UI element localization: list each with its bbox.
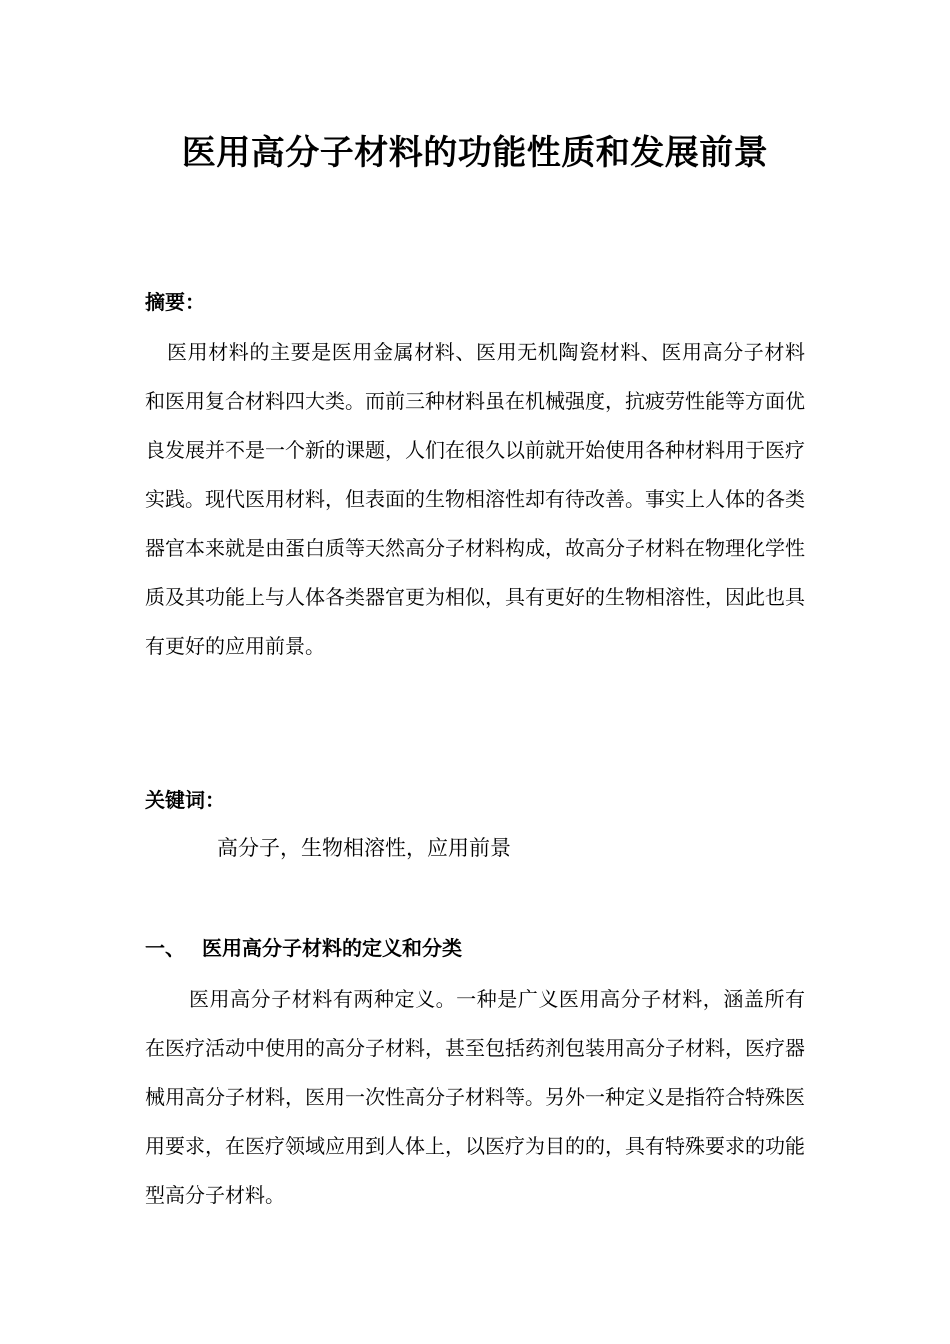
keywords-text: 高分子，生物相溶性，应用前景 [217, 836, 511, 860]
abstract-heading: 摘要： [145, 290, 205, 314]
section-1-heading: 医用高分子材料的定义和分类 [202, 936, 462, 960]
document-title: 医用高分子材料的功能性质和发展前景 [181, 133, 769, 173]
section-1-heading-row [145, 933, 462, 963]
abstract-paragraph: 医用材料的主要是医用金属材料、医用无机陶瓷材料、医用高分子材料和医用复合材料四大类。而前三种材料虽在机械强度，抗疲劳性能等方面优良发展并不是一个新的课题，人们在很久以前就开始使用各种材料用于医疗实践。现代医用材料，但表面的生物相溶性却有待改善。事实上人体的各类器官本来就是由蛋白质等天然高分子材料构成，故高分子材料在物理化学性质及其功能上与人体各类器官更为相似，具有更好的生物相溶性，因此也具有更好的应用前景。 [145, 340, 805, 658]
section-1-paragraph: 医用高分子材料有两种定义。一种是广义医用高分子材料，涵盖所有在医疗活动中使用的高分子材料，甚至包括药剂包装用高分子材料，医疗器械用高分子材料，医用一次性高分子材料等。另外一种定义是指符合特殊医用要求，在医疗领域应用到人体上，以医疗为目的的，具有特殊要求的功能型高分子材料。 [145, 987, 805, 1207]
section-1-number: 一、 [145, 936, 185, 960]
keywords-heading: 关键词： [145, 788, 225, 812]
